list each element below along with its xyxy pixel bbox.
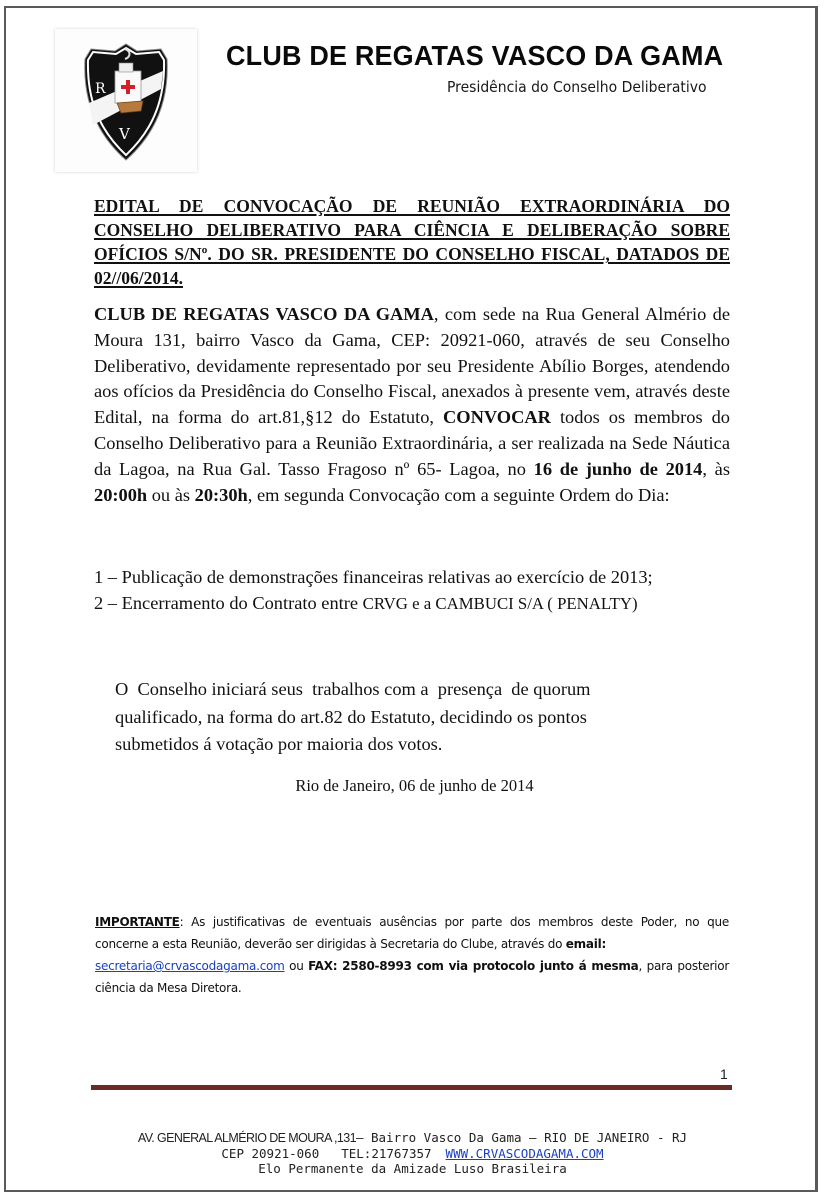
agenda-item	[94, 565, 744, 591]
vasco-da-gama-crest-icon	[79, 41, 173, 163]
footer-motto: Elo Permanente da Amizade Luso Brasileira	[258, 1161, 567, 1176]
footer-cep: CEP 20921-060	[221, 1146, 320, 1161]
fax-info: FAX: 2580-8993 com via protocolo junto á mesma	[308, 959, 639, 973]
club-name-bold: CLUB DE REGATAS VASCO DA GAMA	[94, 304, 434, 324]
page-number: 1	[720, 1066, 728, 1082]
agenda-item-text: Publicação de demonstrações financeiras relativas ao exercício de 2013;	[121, 567, 653, 587]
quorum-paragraph: O Conselho iniciará seus trabalhos com a presença de quorum qualificado, na forma do art.82 do Estatuto, decidindo os pontos submetidos á votação por maioria dos votos.	[115, 679, 596, 754]
website-link[interactable]: WWW.CRVASCODAGAMA.COM	[445, 1146, 604, 1161]
body-text: , em segunda Convocação com a seguinte Ordem do Dia:	[247, 484, 670, 505]
convocation-paragraph	[94, 302, 730, 508]
agenda-item-text-condensed: CRVG e a CAMBUCI S/A ( PENALTY)	[362, 593, 638, 613]
body-text: todos os membros do Conselho Deliberativo para a Reunião Extraordinária, a ser realizada na Sede Náutica da Lagoa, na Rua Gal. Tasso Fragoso nº 65- Lagoa, no	[94, 407, 730, 479]
notice-title: EDITAL DE CONVOCAÇÃO DE REUNIÃO EXTRAORDINÁRIA DO CONSELHO DELIBERATIVO PARA CIÊNCIA E DELIBERAÇÃO SOBRE OFÍCIOS S/Nº. DO SR. PRESIDENTE DO CONSELHO FISCAL, DATADOS DE 02//06/2014.	[94, 196, 730, 288]
agenda-item	[94, 591, 744, 617]
email-label: email:	[565, 937, 607, 951]
footer-address-prefix: AV. GENERAL ALMÉRIO DE MOURA ,131	[137, 1131, 356, 1145]
meeting-date: 16 de junho de 2014	[533, 458, 703, 479]
footer	[0, 1130, 825, 1176]
footer-divider	[91, 1085, 732, 1090]
agenda-list	[94, 565, 744, 616]
agenda-item-number: 2 –	[94, 592, 117, 613]
footer-address-rest: – Bairro Vasco Da Gama – RIO DE JANEIRO - RJ	[355, 1130, 688, 1145]
club-name-heading: CLUB DE REGATAS VASCO DA GAMA	[226, 40, 724, 71]
important-notice	[95, 911, 729, 999]
first-call-time: 20:00h	[94, 484, 148, 505]
footer-tel: TEL:21767357	[341, 1146, 432, 1161]
agenda-item-number: 1 –	[94, 567, 117, 587]
important-text: , para posterior ciência da Mesa Diretora.	[95, 959, 730, 995]
footer-address	[0, 1130, 825, 1146]
footer-contact	[0, 1146, 825, 1161]
place-and-date: Rio de Janeiro, 06 de junho de 2014	[295, 776, 534, 795]
svg-text:V: V	[119, 125, 130, 143]
body-text: , com sede na Rua General Almério de Moura 131, bairro Vasco da Gama, CEP: 20921-060, através de seu Conselho Deliberativo, devidamente representado por seu Presidente Abílio Borges, atendendo aos ofícios da Presidência do Conselho Fiscal, anexados à presente vem, através deste Edital, na forma do art.81,§12 do Estatuto,	[94, 304, 730, 428]
body-text: , às	[702, 458, 730, 479]
club-logo	[55, 29, 197, 172]
agenda-item-text: Encerramento do Contrato entre	[121, 592, 363, 613]
important-label: IMPORTANTE	[95, 915, 180, 929]
department-subtitle: Presidência do Conselho Deliberativo	[447, 78, 707, 96]
convocar-bold: CONVOCAR	[443, 407, 551, 428]
body-text: ou às	[147, 484, 195, 505]
email-link[interactable]: secretaria@crvascodagama.com	[95, 959, 285, 973]
important-text: : As justificativas de eventuais ausências por parte dos membros deste Poder, no que concerne a esta Reunião, deverão ser dirigidas à Secretaria do Clube, através do	[95, 915, 729, 951]
second-call-time: 20:30h	[194, 484, 248, 505]
svg-text:R: R	[95, 81, 106, 97]
important-text: ou	[284, 959, 309, 973]
